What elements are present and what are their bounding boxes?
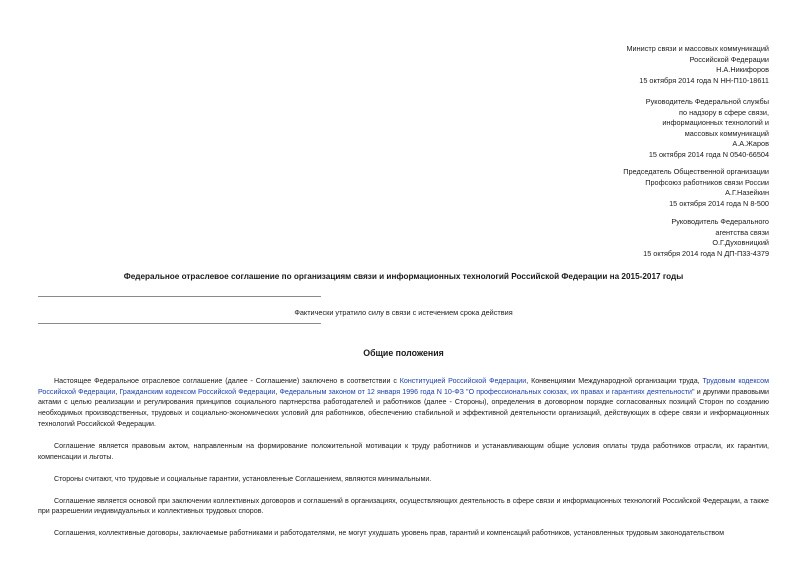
status-note: Фактически утратило силу в связи с истечением срока действия [294,308,513,317]
divider-top [38,296,321,297]
paragraph-restrictions: Соглашения, коллективные договоры, заключаемые работниками и работодателями, не могут ухудшать уровень прав, гарантий и компенсаций работников, установленных трудовым законодательством [54,529,724,538]
paragraph-basis: Соглашение является основой при заключении коллективных договоров и соглашений в организациях, осуществляющих деятельность в сфере связи и информационных технологий Российской Федерации, а также при разрешении индивидуальных и коллективных трудовых споров. [38,496,769,516]
trade-unions-law-link[interactable]: Федеральным законом от 12 января 1996 года N 10-ФЗ "О профессиональных союзах, их правах и гарантиях деятельности" [279,387,695,396]
paragraph-legal-act: Соглашение является правовым актом, направленным на формирование положительной мотивации к труду работников и устанавливающим общие условия оплаты труда работников отрасли, их гарантии, компенсации и льготы. [38,441,769,461]
paragraph-text: , [115,387,120,396]
signatory-date-number: 15 октября 2014 года N 8-500 [669,198,769,208]
signatory-organization: Профсоюз работников связи России [645,177,769,187]
signature-block-minister [626,44,769,86]
signatory-organization: информационных технологий и [662,118,769,128]
signatory-organization: Российской Федерации [689,54,769,64]
signatory-position: Руководитель Федерального [671,217,769,226]
divider-bottom [38,323,321,324]
section-heading: Общие положения [363,348,444,358]
signatory-organization: массовых коммуникаций [684,128,769,138]
signatory-date-number: 15 октября 2014 года N ДП-П33-4379 [643,248,769,258]
document-body [38,376,769,550]
signatory-name: О.Г.Духовницкий [712,238,769,248]
signatory-position: Министр связи и массовых коммуникаций [626,44,769,53]
paragraph-text: и другими правовыми актами с целью реализации и регулирования принципов социального партнерства работодателей и работников (далее - Стороны), определения в договорном порядке согласованных позиций Сторон по созданию необходимых производственных, трудовых и социально-экономических условий для работников, обеспечению стабильной и эффективной деятельности организаций, действующих в сфере связи и информационных технологий Российской Федерации. [38,387,769,428]
signatory-organization: по надзору в сфере связи, [679,107,769,117]
document-title: Федеральное отраслевое соглашение по организациям связи и информационных технологий Российской Федерации на 2015-2017 годы [123,272,684,281]
signatory-date-number: 15 октября 2014 года N 0540-66504 [648,149,769,159]
constitution-link[interactable]: Конституцией Российской Федерации [399,377,527,385]
signatory-name: А.Г.Назейкин [725,188,769,198]
paragraph-preamble [38,376,769,430]
paragraph-text: Настоящее Федеральное отраслевое соглашение (далее - Соглашение) заключено в соответствии с [54,377,400,385]
signatory-position: Председатель Общественной организации [623,167,769,176]
paragraph-minimal-guarantees: Стороны считают, что трудовые и социальные гарантии, установленные Соглашением, являются минимальными. [54,474,432,483]
signatory-name: Н.А.Никифоров [716,65,769,75]
signatory-name: А.А.Жаров [732,139,769,149]
paragraph-text: , Конвенциями Международной организации труда, [526,377,703,385]
signature-block-trade-union [623,167,769,209]
paragraph-text: , [275,387,280,396]
labor-code-link[interactable]: Трудовым кодексом Российской Федерации [38,377,770,396]
civil-code-link[interactable]: Гражданским кодексом Российской Федерации [119,387,276,396]
signatory-organization: агентства связи [715,227,769,237]
signatory-date-number: 15 октября 2014 года N НН-П10-18611 [639,75,769,85]
signatory-position: Руководитель Федеральной службы [645,97,769,106]
signature-block-supervision-service [646,97,769,161]
signature-block-communications-agency [643,217,769,259]
